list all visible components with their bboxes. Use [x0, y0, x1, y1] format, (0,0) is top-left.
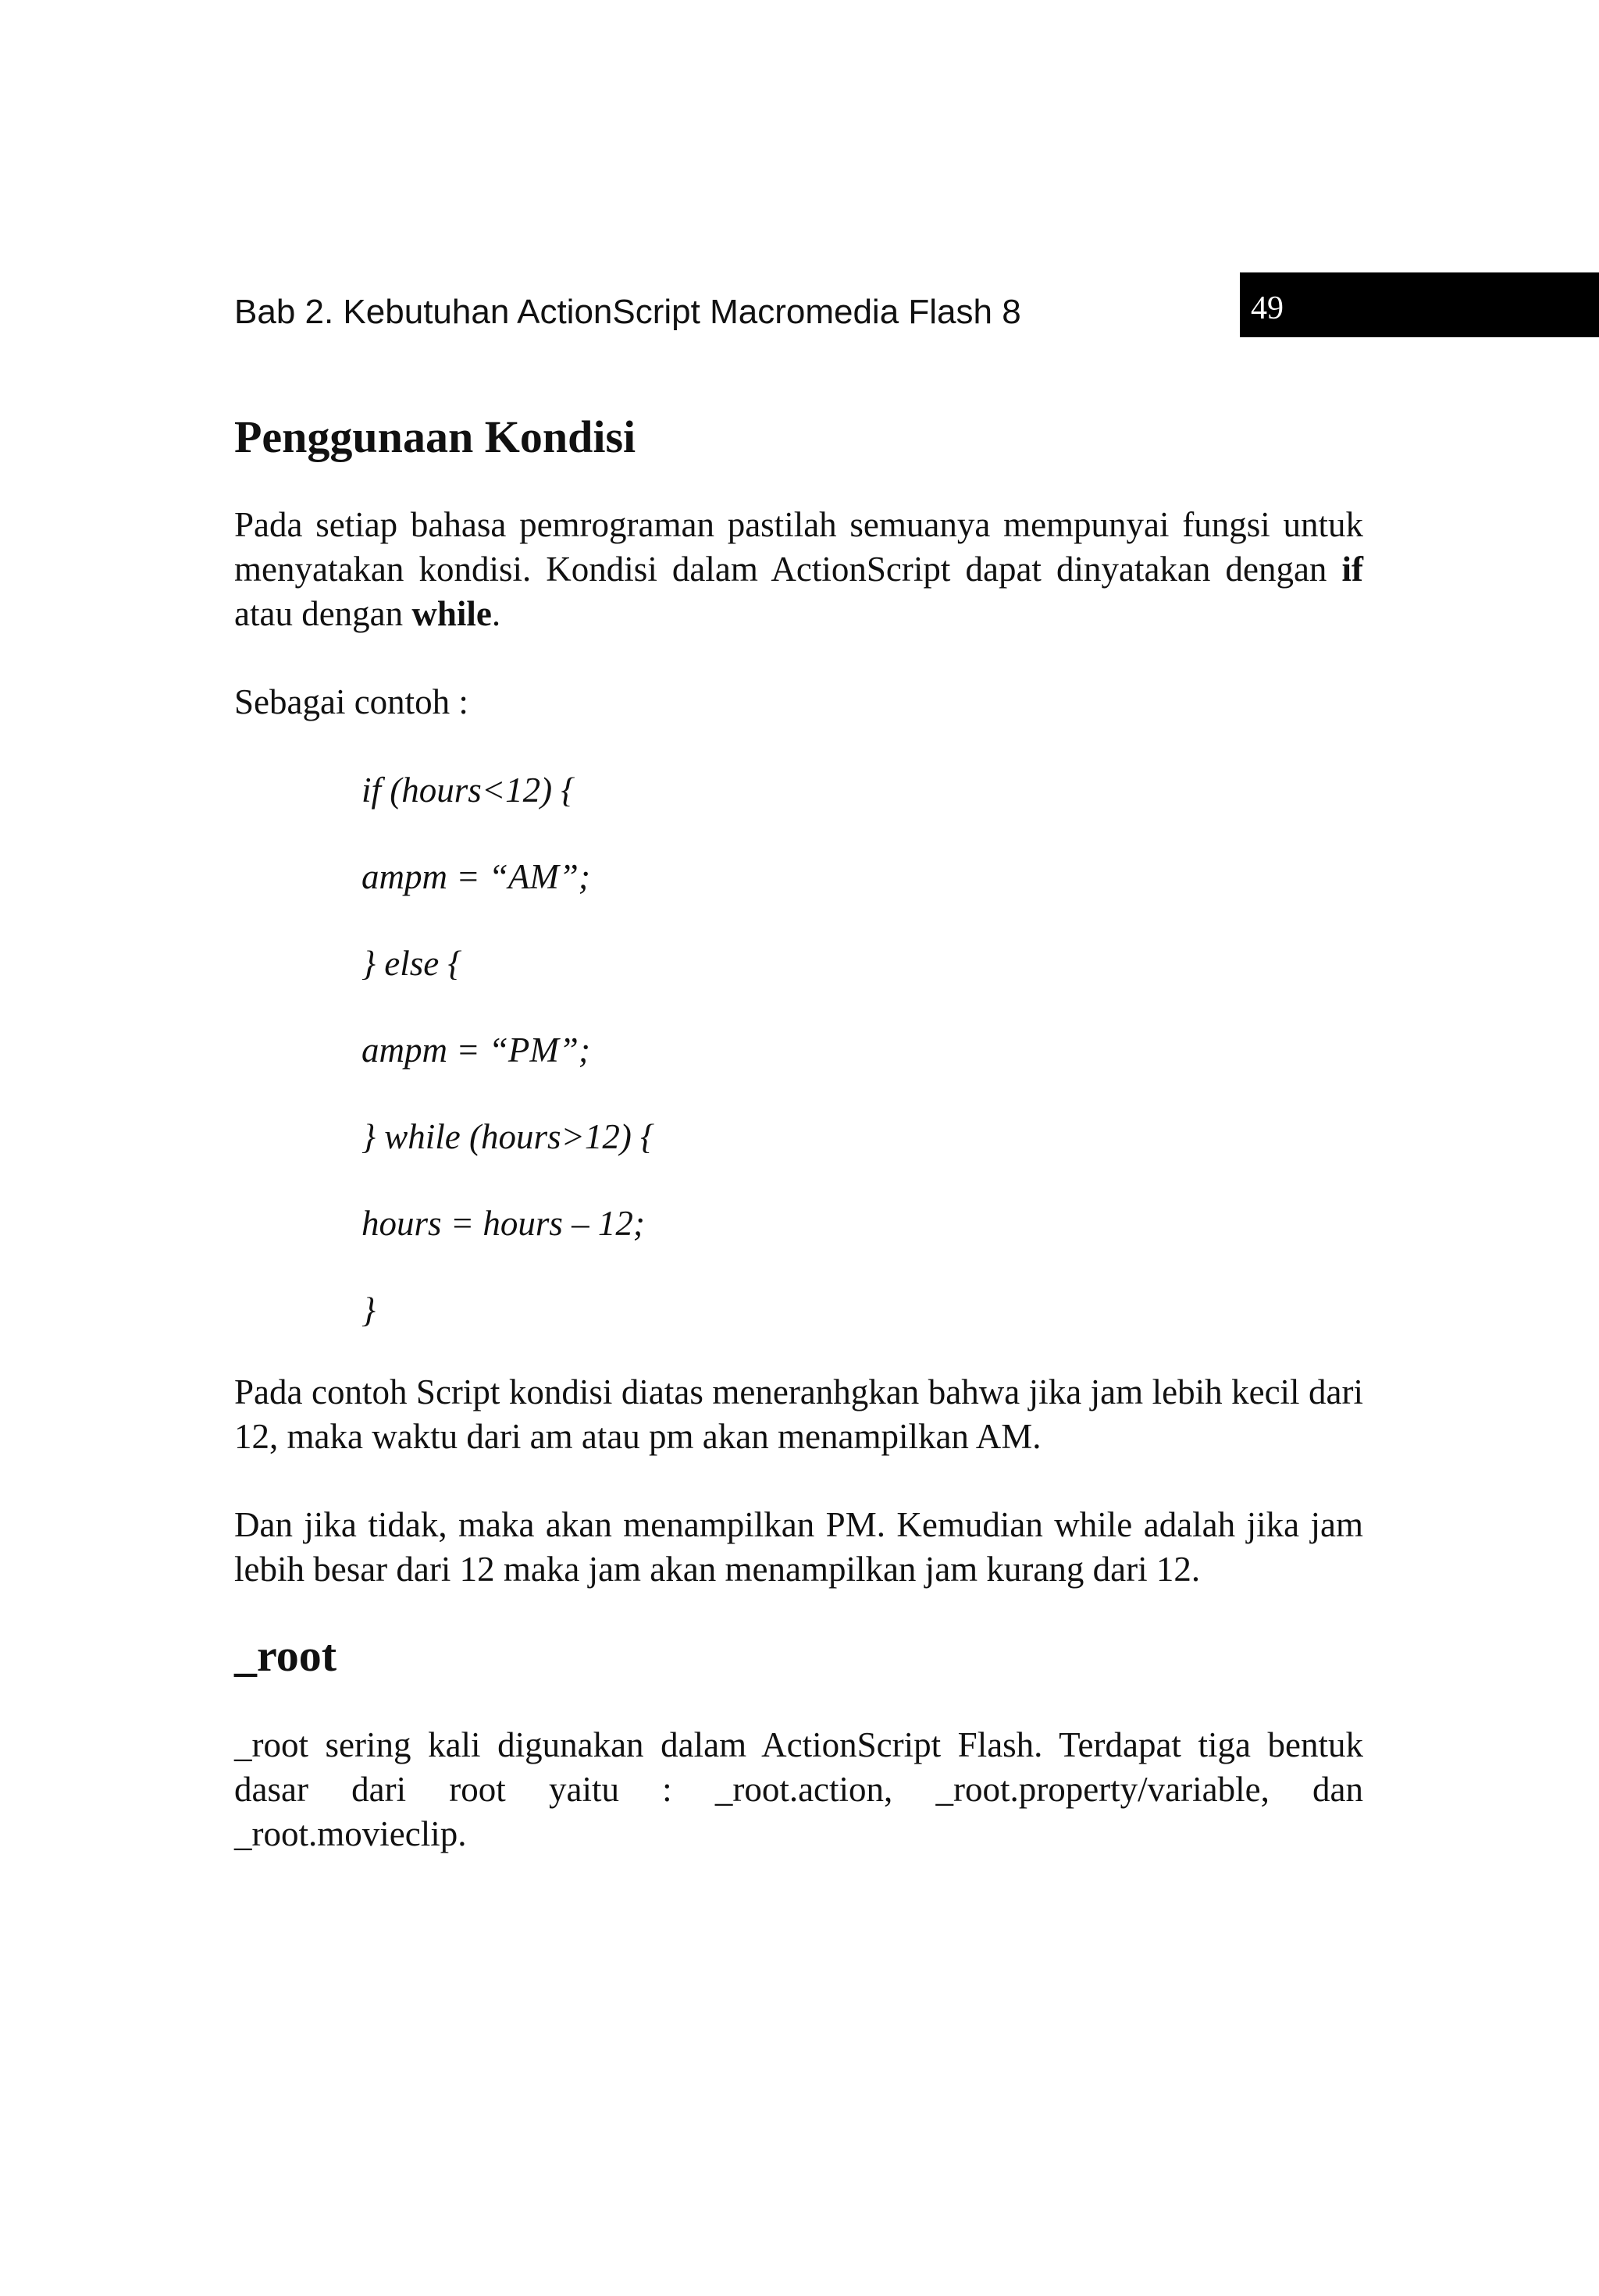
code-line: } — [361, 1290, 376, 1330]
code-line: ampm = “AM”; — [361, 857, 590, 896]
code-line: } while (hours>12) { — [361, 1117, 655, 1156]
intro-paragraph — [234, 503, 1363, 636]
intro-text-3: . — [491, 594, 501, 633]
section-heading-conditions: Penggunaan Kondisi — [234, 411, 636, 462]
code-example — [361, 768, 1363, 1333]
page-number-box — [1240, 272, 1599, 337]
code-line: hours = hours – 12; — [361, 1204, 645, 1243]
explanation-paragraph-1: Pada contoh Script kondisi diatas meneranhgkan bahwa jika jam lebih kecil dari 12, maka waktu dari am atau pm akan menampilkan AM. — [234, 1372, 1363, 1456]
page-number: 49 — [1251, 290, 1284, 326]
example-label: Sebagai contoh : — [234, 682, 468, 721]
root-paragraph: _root sering kali digunakan dalam ActionScript Flash. Terdapat tiga bentuk dasar dari root yaitu : _root.action, _root.property/variable, dan _root.movieclip. — [234, 1725, 1363, 1853]
page-content — [234, 406, 1363, 1856]
running-head-title: Bab 2. Kebutuhan ActionScript Macromedia Flash 8 — [234, 293, 1021, 331]
code-line: if (hours<12) { — [361, 771, 575, 810]
explanation-paragraph-2: Dan jika tidak, maka akan menampilkan PM. Kemudian while adalah jika jam lebih besar dari 12 maka jam akan menampilkan jam kurang dari 12. — [234, 1505, 1363, 1589]
code-line: } else { — [361, 944, 462, 983]
intro-text-1: Pada setiap bahasa pemrograman pastilah semuanya mempunyai fungsi untuk menyatakan kondisi. Kondisi dalam ActionScript dapat dinyatakan dengan — [234, 505, 1363, 589]
keyword-if: if — [1341, 550, 1363, 589]
keyword-while: while — [411, 594, 492, 633]
code-line: ampm = “PM”; — [361, 1031, 590, 1070]
section-heading-root: _root — [234, 1630, 337, 1681]
intro-text-2: atau dengan — [234, 594, 412, 633]
